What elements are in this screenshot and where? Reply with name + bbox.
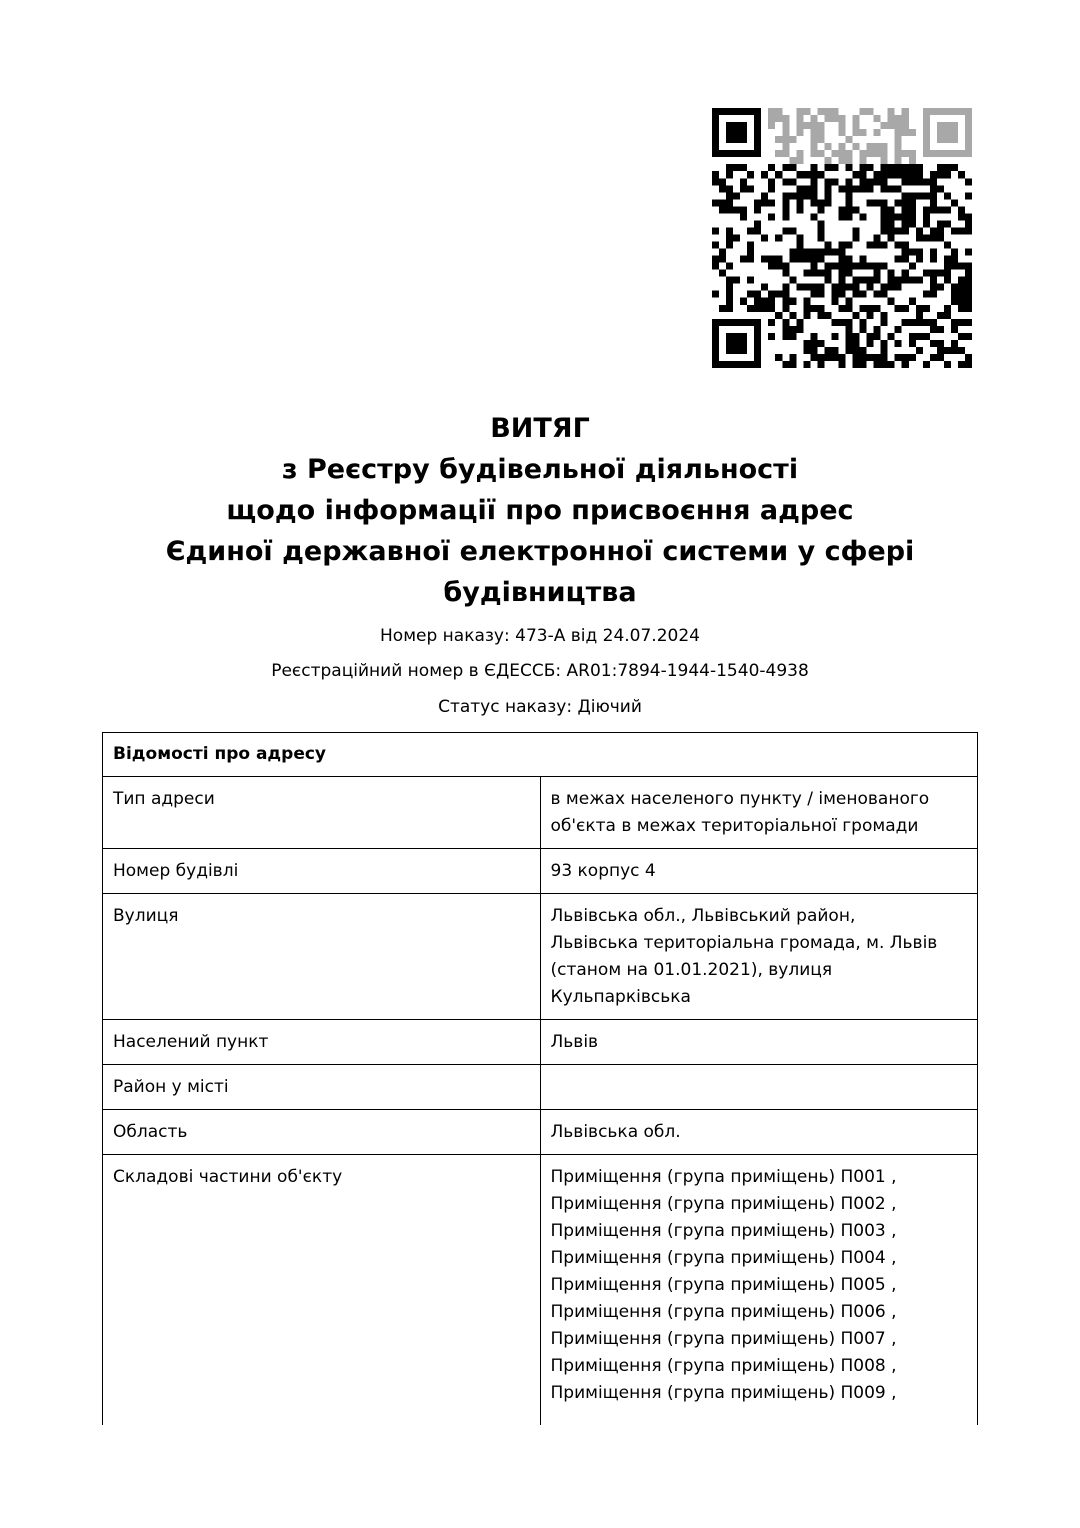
table-row-settlement [103,1020,978,1065]
value-line: Приміщення (група приміщень) П007 , [550,1329,897,1349]
row-value [540,1020,978,1065]
value-line: 93 корпус 4 [550,861,656,881]
value-line [551,1074,968,1101]
value-line: Приміщення (група приміщень) П004 , [550,1248,897,1268]
value-line: Приміщення (група приміщень) П009 , [550,1383,897,1403]
row-value [540,849,978,894]
row-value [540,777,978,849]
row-label: Вулиця [103,894,541,1020]
document-title [100,408,980,613]
order-number: Номер наказу: 473-А від 24.07.2024 [380,626,700,646]
title-line-2: з Реєстру будівельної діяльності [281,454,799,485]
row-label: Область [103,1110,541,1155]
qr-code-graphic [712,108,972,368]
title-line-3: щодо інформації про присвоєння адрес [226,495,854,526]
row-label: Номер будівлі [103,849,541,894]
row-value [540,894,978,1020]
value-line: Приміщення (група приміщень) П008 , [550,1356,897,1376]
table-row-building-number [103,849,978,894]
row-value [540,1065,978,1110]
value-line: Приміщення (група приміщень) П006 , [550,1302,897,1322]
table-row-address-type [103,777,978,849]
value-line: Львівська територіальна громада, м. Львів [550,933,938,953]
table-row-street [103,894,978,1020]
title-line-5: будівництва [443,577,637,608]
title-line-1: ВИТЯГ [490,413,590,444]
value-line: (станом на 01.01.2021), вулиця [550,960,833,980]
value-line: об'єкта в межах територіальної громади [550,816,919,836]
value-line: Приміщення (група приміщень) П001 , [550,1167,897,1187]
row-label: Складові частини об'єкту [103,1155,541,1425]
value-line: Кульпарківська [550,987,691,1007]
table-row-city-district [103,1065,978,1110]
row-label: Тип адреси [103,777,541,849]
qr-code-icon [712,108,972,368]
address-info-table [102,732,978,1425]
value-line: Львівська обл. [550,1122,681,1142]
row-label: Населений пункт [103,1020,541,1065]
order-status: Статус наказу: Діючий [438,697,642,717]
value-line: Приміщення (група приміщень) П002 , [550,1194,897,1214]
value-line: Приміщення (група приміщень) П003 , [550,1221,897,1241]
table-row-region [103,1110,978,1155]
table-heading-row [103,733,978,777]
value-line: Львів [550,1032,599,1052]
row-label: Район у місті [103,1065,541,1110]
value-line: Приміщення (група приміщень) П005 , [550,1275,897,1295]
registration-number: Реєстраційний номер в ЄДЕССБ: AR01:7894-1944-1540-4938 [271,661,809,681]
row-value [540,1110,978,1155]
title-line-4: Єдиної державної електронної системи у сфері [165,536,915,567]
value-line: в межах населеного пункту / іменованого [550,789,930,809]
row-value [540,1155,978,1425]
value-line: Львівська обл., Львівський район, [550,906,856,926]
table-heading: Відомості про адресу [103,733,978,777]
table-row-object-parts [103,1155,978,1425]
